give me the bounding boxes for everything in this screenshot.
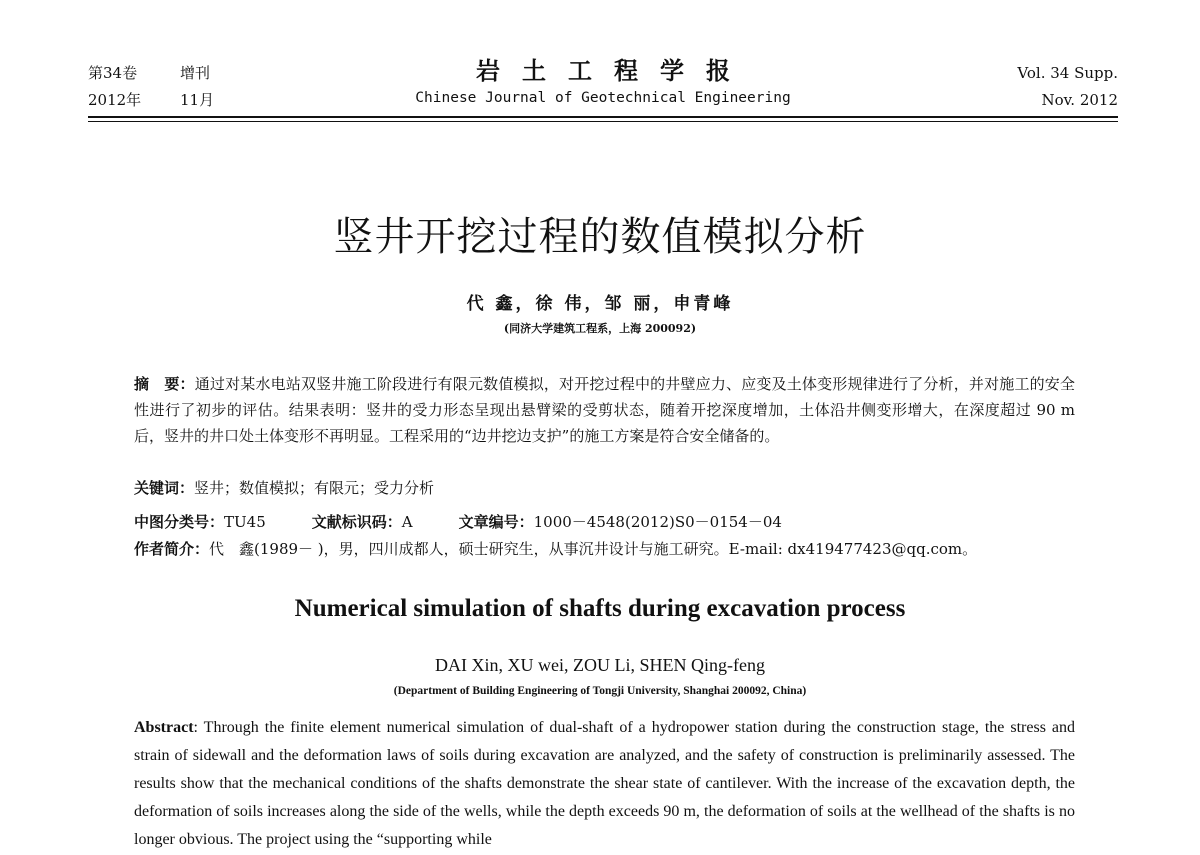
abstract-cn-text: 通过对某水电站双竖井施工阶段进行有限元数值模拟，对开挖过程中的井壁应力、应变及土体变形规律进行了分析，并对施工的安全性进行了初步的评估。结果表明：竖井的受力形态呈现出悬臂梁的受剪状态，随着开挖深度增加，土体沿井侧变形增大，在深度超过 90 m 后，竖井的井口处土体变形不再明显。工程采用的“边井挖边支护”的施工方案是符合安全储备的。 — [134, 375, 1075, 445]
journal-name-cn: 岩土工程学报 — [476, 56, 752, 85]
abstract-cn — [134, 371, 1075, 449]
header-issue: 增刊 — [180, 64, 211, 82]
doc-code-value: A — [401, 513, 413, 531]
affiliation-cn: (同济大学建筑工程系，上海 200092) — [503, 322, 697, 335]
authors-en: DAI Xin, XU wei, ZOU Li, SHEN Qing-feng — [435, 655, 765, 675]
paper-title-cn: 竖井开挖过程的数值模拟分析 — [333, 214, 867, 260]
abstract-en — [134, 714, 1075, 854]
article-no-label: 文章编号： — [458, 513, 534, 531]
abstract-en-text: : Through the finite element numerical simulation of dual-shaft of a hydropower station during the construction stage, the stress and strain of sidewall and the deformation laws of soils during excavation are analyzed, and the safety of construction is preliminarily assessed. The results show that the mechanical conditions of the shafts demonstrate the shear state of cantilever. With the increase of the excavation depth, the deformation of soils increases along the side of the wells, while the depth exceeds 90 m, the deformation of soils at the wellhead of the shafts is no longer obvious. The project using the “supporting while — [134, 719, 1075, 848]
journal-name-en: Chinese Journal of Geotechnical Engineering — [415, 90, 791, 106]
author-bio-label: 作者简介： — [134, 540, 210, 558]
abstract-cn-label: 摘 要： — [134, 375, 195, 393]
header-month: 11月 — [180, 91, 215, 109]
header-rule-thick — [88, 116, 1118, 118]
author-bio — [134, 536, 1075, 562]
header-volume-info-en — [1017, 60, 1118, 114]
authors-cn: 代 鑫，徐 伟，邹 丽，申青峰 — [466, 294, 734, 314]
article-no-value: 1000－4548(2012)S0－0154－04 — [533, 513, 782, 531]
keywords-text: 竖井；数值模拟；有限元；受力分析 — [194, 479, 435, 497]
paper-title-en: Numerical simulation of shafts during excavation process — [294, 595, 906, 622]
header-volume-en: Vol. 34 Supp. — [1017, 64, 1118, 82]
classification-line — [134, 509, 1075, 535]
affiliation-en: (Department of Building Engineering of Tongji University, Shanghai 200092, China) — [393, 685, 807, 697]
clc-value: TU45 — [224, 513, 266, 531]
keywords-label: 关键词： — [134, 479, 195, 497]
author-bio-text: 代 鑫(1989－ )，男，四川成都人，硕士研究生，从事沉井设计与施工研究。E-mail: dx419477423@qq.com。 — [209, 540, 978, 558]
journal-name — [88, 56, 1118, 110]
doc-code-label: 文献标识码： — [311, 513, 402, 531]
keywords-cn — [134, 475, 1075, 501]
header-rule-thin — [88, 121, 1118, 122]
clc-label: 中图分类号： — [134, 513, 225, 531]
page-header — [88, 56, 1118, 114]
abstract-en-label: Abstract — [134, 719, 194, 736]
header-volume: 第34卷 — [88, 64, 138, 82]
header-date-en: Nov. 2012 — [1041, 91, 1118, 109]
header-year: 2012年 — [88, 91, 142, 109]
